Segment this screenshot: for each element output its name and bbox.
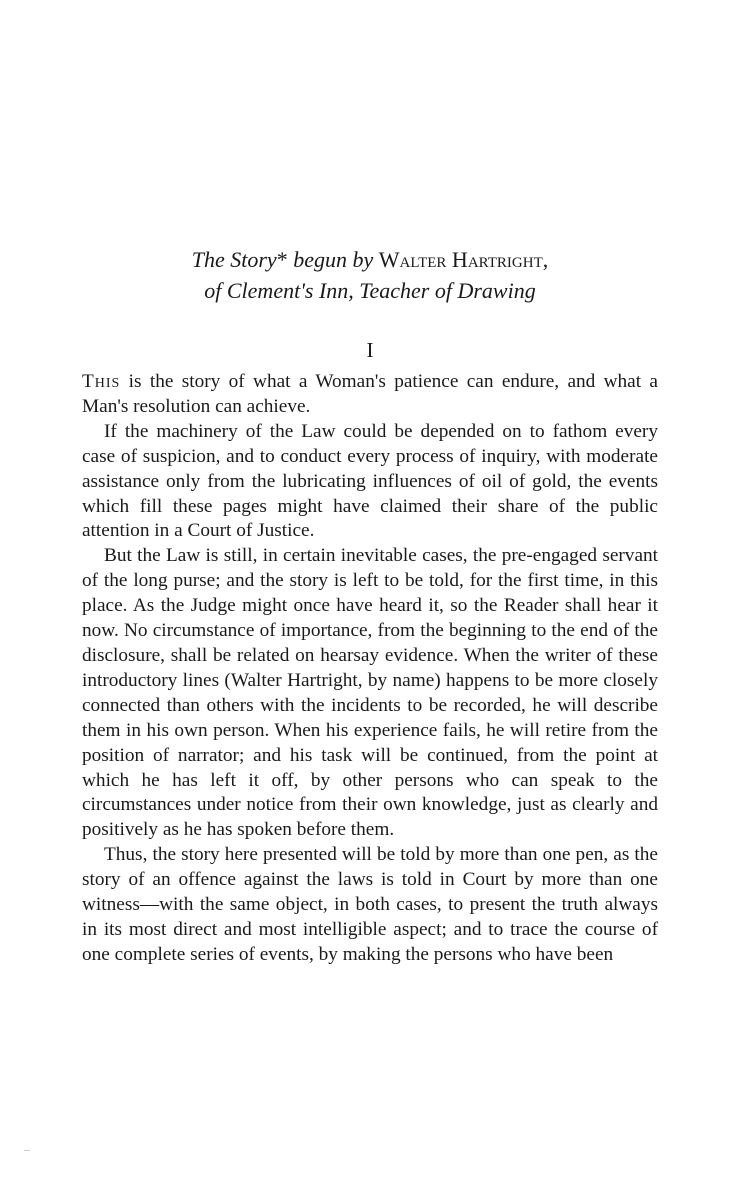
paragraph: Thus, the story here presented will be told by more than one pen, as the story of an offence against the laws is told in Court by more than one witness—with the same object, in both cases, to present the truth always in its most direct and most intelligible aspect; and to trace the course of one complete series of events, by making the persons who have been: [82, 844, 658, 965]
scan-mark: [24, 1150, 30, 1151]
chapter-number: I: [366, 338, 374, 362]
paragraph: [82, 370, 658, 420]
heading-line-2: of Clement's Inn, Teacher of Drawing: [204, 278, 536, 303]
paragraph-text: is the story of what a Woman's patience can endure, and what a Man's resolution can achieve.: [82, 371, 658, 417]
paragraph-lead-word: This: [82, 371, 121, 392]
paragraph: If the machinery of the Law could be depended on to fathom every case of suspicion, and to conduct every process of inquiry, with moderate assistance only from the lubricating influences of oil of gold, the events which fill these pages might have claimed their share of the public attention in a Court of Justice.: [82, 420, 658, 542]
heading-author: Walter Hartright,: [378, 247, 549, 272]
footnote-asterisk: *: [276, 247, 288, 272]
heading-title: The Story: [191, 247, 277, 272]
heading-begun-by: begun by: [287, 247, 379, 272]
body-text: [82, 370, 658, 968]
paragraph: But the Law is still, in certain inevitable cases, the pre-engaged servant of the long purse; and the story is left to be told, for the first time, in this place. As the Judge might once have heard it, so the Reader shall hear it now. No circumstance of importance, from the beginning to the end of the disclosure, shall be related on hearsay evidence. When the writer of these introductory lines (Walter Hartright, by name) happens to be more closely connected than others with the incidents to be recorded, he will describe them in his own person. When his experience fails, he will retire from the position of narrator; and his task will be continued, from the point at which he has left it off, by other persons who can speak to the circumstances under notice from their own knowledge, just as clearly and positively as he has spoken before them.: [82, 545, 658, 841]
story-heading: [82, 244, 658, 306]
heading-line-1: [82, 244, 658, 275]
